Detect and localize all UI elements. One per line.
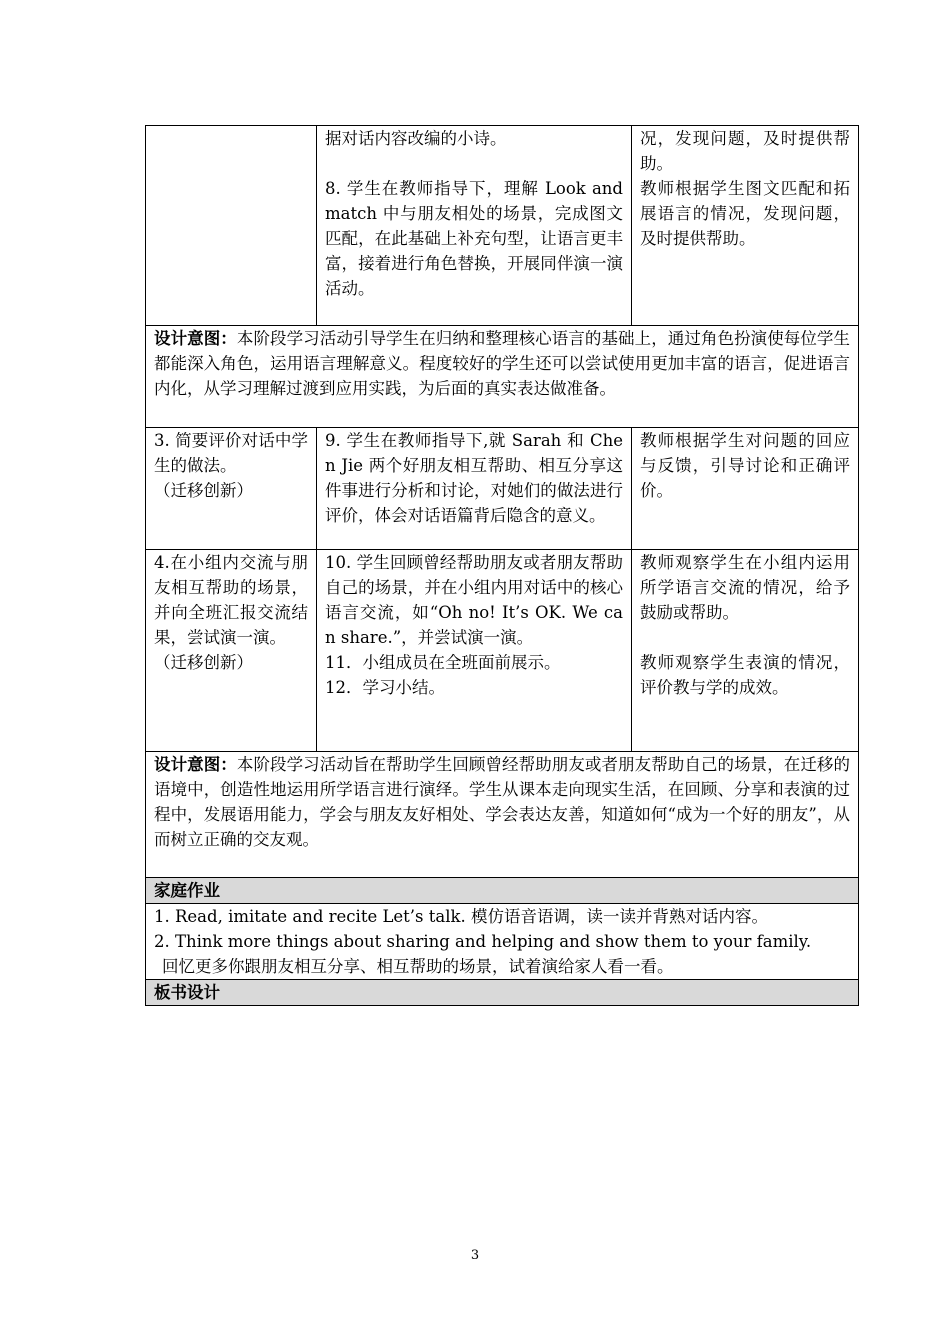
activity-item-9: 9. 学生在教师指导下,就 Sarah 和 Chen Jie 两个好朋友相互帮助、相互分享这件事进行分析和讨论，对她们的做法进行评价，体会对话语篇背后隐含的意义。 [325, 431, 623, 525]
teacher-note: 教师根据学生对问题的回应与反馈，引导讨论和正确评价。 [640, 431, 850, 500]
stage-cell [146, 126, 317, 326]
student-activity-cell [317, 550, 632, 752]
design-intent-text: 本阶段学习活动引导学生在归纳和整理核心语言的基础上，通过角色扮演使每位学生都能深入角色，运用语言理解意义。程度较好的学生还可以尝试使用更加丰富的语言，促进语言内化，从学习理解过渡到应用实践，为后面的真实表达做准备。 [154, 329, 851, 398]
lesson-plan-table [145, 125, 859, 1006]
design-intent-label: 设计意图： [154, 755, 237, 774]
stage-cell [146, 428, 317, 550]
table-row [146, 428, 859, 550]
student-activity-cell [317, 428, 632, 550]
homework-cell [146, 904, 859, 980]
teacher-activity-cell [632, 550, 859, 752]
student-activity-cell [317, 126, 632, 326]
stage-tag: （迁移创新） [154, 653, 253, 672]
homework-row [146, 904, 859, 980]
homework-header: 家庭作业 [146, 878, 859, 904]
stage-title: 4.在小组内交流与朋友相互帮助的场景，并向全班汇报交流结果，尝试演一演。 [154, 553, 308, 647]
activity-item-10: 10. 学生回顾曾经帮助朋友或者朋友帮助自己的场景，并在小组内用对话中的核心语言交流，如“Oh no! It’s OK. We can share.”，并尝试演一演。 [325, 553, 623, 647]
homework-line-1: 1. Read, imitate and recite Let’s talk. 模仿语音语调，读一读并背熟对话内容。 [154, 907, 768, 926]
teacher-note: 教师根据学生图文匹配和拓展语言的情况，发现问题，及时提供帮助。 [640, 179, 850, 248]
board-design-header-row [146, 980, 859, 1006]
activity-text: 据对话内容改编的小诗。 [325, 129, 507, 148]
design-intent-row [146, 326, 859, 428]
homework-line-3: 回忆更多你跟朋友相互分享、相互帮助的场景，试着演给家人看一看。 [162, 957, 674, 976]
stage-tag: （迁移创新） [154, 481, 253, 500]
activity-item-8: 8. 学生在教师指导下，理解 Look and match 中与朋友相处的场景，完成图文匹配，在此基础上补充句型，让语言更丰富，接着进行角色替换，开展同伴演一演活动。 [325, 179, 623, 298]
stage-cell [146, 550, 317, 752]
homework-header-row [146, 878, 859, 904]
teacher-note: 教师观察学生在小组内运用所学语言交流的情况，给予鼓励或帮助。 [640, 553, 850, 622]
design-intent-text: 本阶段学习活动旨在帮助学生回顾曾经帮助朋友或者朋友帮助自己的场景，在迁移的语境中，创造性地运用所学语言进行演绎。学生从课本走向现实生活，在回顾、分享和表演的过程中，发展语用能力，学会与朋友友好相处、学会表达友善，知道如何“成为一个好的朋友”，从而树立正确的交友观。 [154, 755, 851, 849]
activity-item-11: 11．小组成员在全班面前展示。 [325, 653, 561, 672]
teacher-activity-cell [632, 428, 859, 550]
table-row [146, 126, 859, 326]
board-design-header: 板书设计 [146, 980, 859, 1006]
teacher-note: 教师观察学生表演的情况，评价教与学的成效。 [640, 653, 850, 697]
design-intent-cell [146, 752, 859, 878]
stage-title: 3. 简要评价对话中学生的做法。 [154, 431, 308, 475]
page-number: 3 [470, 1248, 480, 1263]
activity-item-12: 12．学习小结。 [325, 678, 445, 697]
design-intent-label: 设计意图： [154, 329, 237, 348]
homework-line-2: 2. Think more things about sharing and helping and show them to your family. [154, 932, 812, 951]
teacher-note: 况，发现问题，及时提供帮助。 [640, 129, 850, 173]
table-row [146, 550, 859, 752]
design-intent-row [146, 752, 859, 878]
teacher-activity-cell [632, 126, 859, 326]
design-intent-cell [146, 326, 859, 428]
